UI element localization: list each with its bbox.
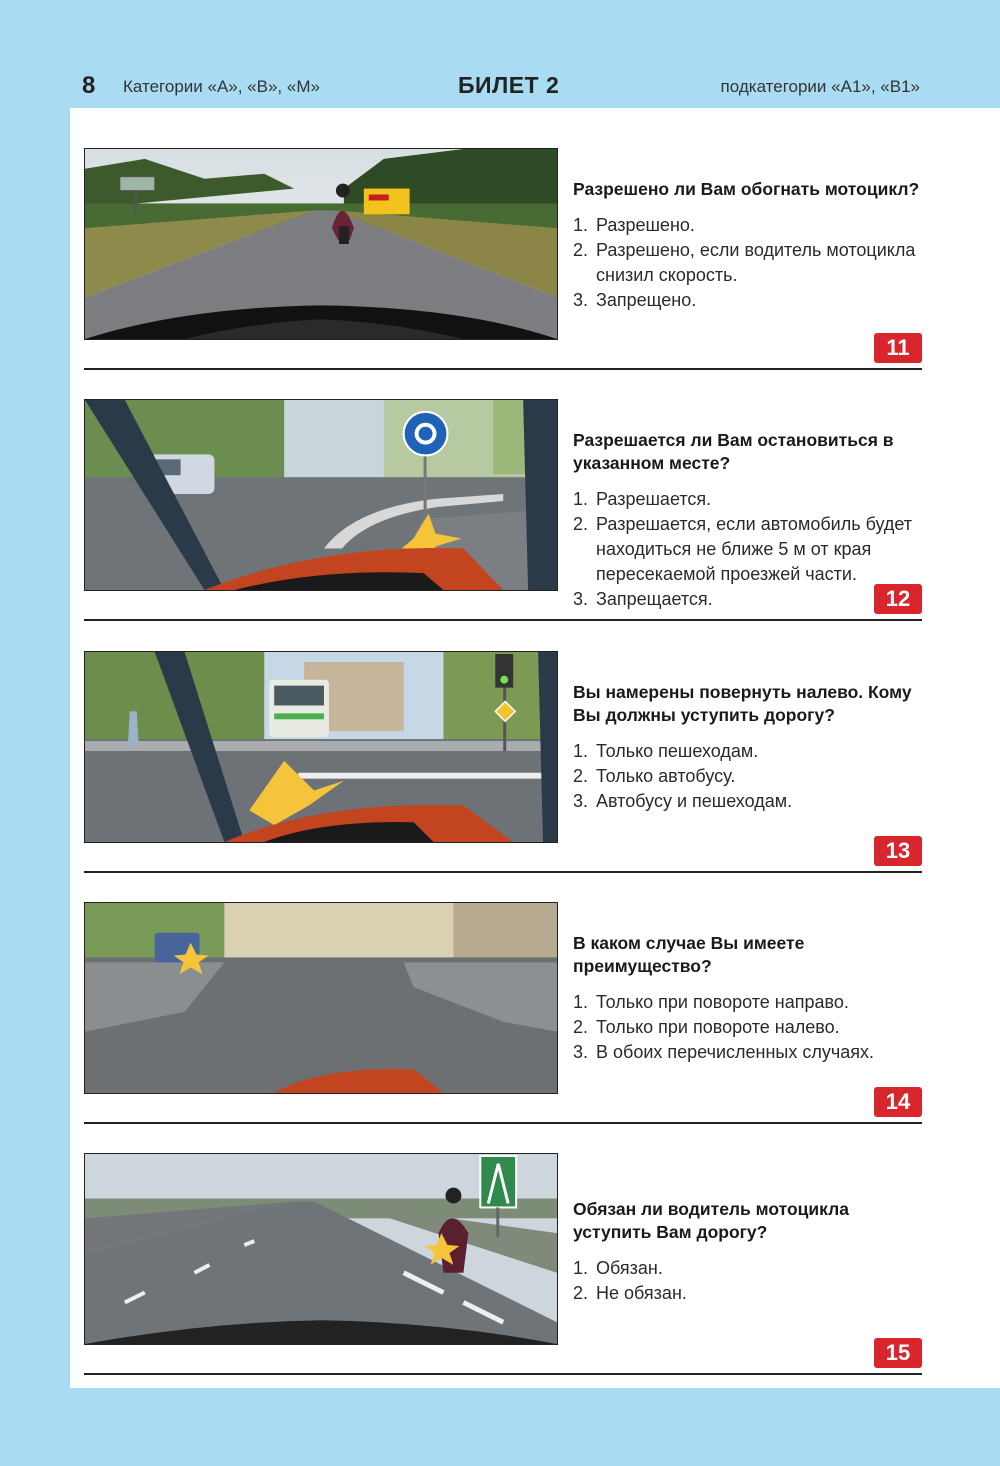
question-13-text [573,681,925,814]
question-number-badge: 12 [874,584,922,614]
answer-option[interactable]: 2. Разрешается, если автомобиль будет находиться не ближе 5 м от края пересекаемой проезжей части. [573,514,913,584]
answer-list [573,487,925,612]
answer-option[interactable]: 3. В обоих перечисленных случаях. [573,1042,874,1062]
question-divider [84,368,922,370]
question-divider [84,1122,922,1124]
question-number-badge: 15 [874,1338,922,1368]
question-14-image [84,902,558,1094]
question-13 [84,651,924,873]
answer-list [573,1256,925,1306]
answer-option[interactable]: 1. Только при повороте направо. [573,992,849,1012]
answer-list [573,990,925,1065]
question-title: В каком случае Вы имеете преимущество? [573,933,805,976]
ticket-title: БИЛЕТ 2 [458,72,560,98]
question-title: Разрешается ли Вам остановиться в указанном месте? [573,430,894,473]
question-title: Обязан ли водитель мотоцикла уступить Вам дорогу? [573,1199,850,1242]
answer-option[interactable]: 1. Только пешеходам. [573,741,759,761]
question-11 [84,148,924,370]
question-title: Разрешено ли Вам обогнать мотоцикл? [573,179,920,199]
question-15 [84,1153,924,1375]
question-divider [84,619,922,621]
question-15-text [573,1198,925,1306]
question-14-text [573,932,925,1065]
answer-option[interactable]: 2. Только автобусу. [573,766,736,786]
question-12 [84,399,924,621]
question-12-image [84,399,558,591]
question-divider [84,1373,922,1375]
page-number: 8 [82,72,96,99]
question-11-text [573,178,925,313]
question-12-text [573,429,925,612]
answer-list [573,213,925,313]
question-14 [84,902,924,1124]
page-header [0,0,1000,108]
answer-option[interactable]: 2. Только при повороте налево. [573,1017,840,1037]
answer-option[interactable]: 1. Разрешается. [573,489,712,509]
answer-option[interactable]: 1. Обязан. [573,1258,663,1278]
question-15-image [84,1153,558,1345]
answer-option[interactable]: 3. Запрещено. [573,290,697,310]
answer-option[interactable]: 3. Запрещается. [573,589,713,609]
question-divider [84,871,922,873]
answer-option[interactable]: 3. Автобусу и пешеходам. [573,791,793,811]
answer-option[interactable]: 2. Разрешено, если водитель мотоцикла снизил скорость. [573,240,916,285]
question-11-image [84,148,558,340]
question-number-badge: 14 [874,1087,922,1117]
question-title: Вы намерены повернуть налево. Кому Вы должны уступить дорогу? [573,682,912,725]
answer-option[interactable]: 1. Разрешено. [573,215,695,235]
question-number-badge: 13 [874,836,922,866]
categories-left: Категории «А», «В», «М» [123,77,320,96]
answer-option[interactable]: 2. Не обязан. [573,1283,687,1303]
answer-list [573,739,925,814]
question-13-image [84,651,558,843]
question-number-badge: 11 [874,333,922,363]
categories-right: подкатегории «А1», «В1» [720,77,920,96]
